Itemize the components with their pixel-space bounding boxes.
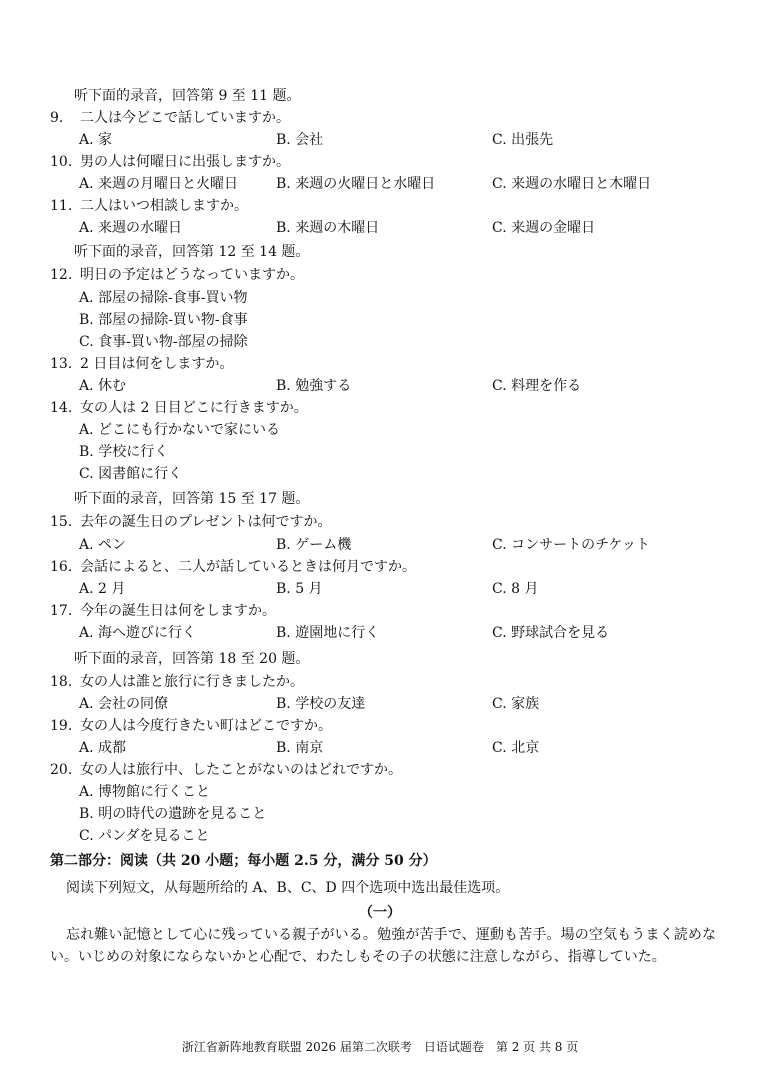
question-text: 明日の予定はどうなっていますか。 <box>80 267 304 283</box>
question-text: 二人は今どこで話していますか。 <box>80 110 290 126</box>
question-18 <box>50 672 304 692</box>
option-c: C. コンサートのチケット <box>492 537 650 553</box>
option-c: C. 料理を作る <box>492 378 582 394</box>
option-c: C. 食事-買い物-部屋の掃除 <box>79 334 248 350</box>
option-b: B. 5 月 <box>276 581 323 597</box>
option-a: A. どこにも行かないで家にいる <box>79 422 281 438</box>
options-row <box>0 174 760 194</box>
option-c: C. 野球試合を見る <box>492 625 610 641</box>
options-row <box>0 376 760 396</box>
question-text: 去年の誕生日のプレゼントは何ですか。 <box>80 514 332 530</box>
option-a: A. 部屋の掃除-食事-買い物 <box>79 290 248 306</box>
question-9 <box>50 108 290 128</box>
question-14 <box>50 398 308 418</box>
question-text: 会話によると、二人が話しているときは何月ですか。 <box>80 559 416 575</box>
question-number: 10. <box>50 154 73 170</box>
option-b: B. 学校の友達 <box>276 696 366 712</box>
options-row <box>0 738 760 758</box>
option-b: B. 来週の木曜日 <box>276 220 380 236</box>
question-number: 15. <box>50 514 73 530</box>
question-text: 2 日目は何をしますか。 <box>80 356 234 372</box>
option-b: B. 学校に行く <box>79 444 169 460</box>
option-c: C. 図書館に行く <box>79 466 183 482</box>
question-number: 20. <box>50 762 73 778</box>
listening-instruction: 听下面的录音，回答第 9 至 11 题。 <box>74 88 301 104</box>
question-19 <box>50 716 332 736</box>
question-11 <box>50 196 248 216</box>
option-a: A. ペン <box>79 537 127 553</box>
options-row <box>0 694 760 714</box>
option-c: C. 出張先 <box>492 132 554 148</box>
option-b: B. 勉強する <box>276 378 352 394</box>
option-c: C. 来週の水曜日と木曜日 <box>492 176 652 192</box>
option-b: B. 来週の火曜日と水曜日 <box>276 176 436 192</box>
reading-instruction: 阅读下列短文，从每题所给的 A、B、C、D 四个选项中选出最佳选项。 <box>66 880 510 896</box>
question-text: 女の人は 2 日目どこに行きますか。 <box>80 400 308 416</box>
question-number: 9. <box>50 110 64 126</box>
option-a: A. 博物館に行くこと <box>79 784 211 800</box>
part2-heading: 第二部分：阅读（共 20 小题；每小题 2.5 分，满分 50 分） <box>50 853 437 869</box>
option-a: A. 成都 <box>79 740 127 756</box>
question-number: 19. <box>50 718 73 734</box>
question-10 <box>50 152 290 172</box>
option-c: C. 来週の金曜日 <box>492 220 596 236</box>
question-text: 今年の誕生日は何をしますか。 <box>80 603 276 619</box>
option-b: B. 部屋の掃除-買い物-食事 <box>79 312 248 328</box>
options-row <box>0 623 760 643</box>
listening-instruction: 听下面的录音，回答第 12 至 14 题。 <box>74 244 310 260</box>
option-a: A. 休む <box>79 378 127 394</box>
options-row <box>0 535 760 555</box>
options-row <box>0 130 760 150</box>
option-b: B. ゲーム機 <box>276 537 352 553</box>
options-row <box>0 579 760 599</box>
option-a: A. 来週の水曜日 <box>79 220 183 236</box>
question-number: 11. <box>50 198 73 214</box>
question-number: 16. <box>50 559 73 575</box>
question-number: 12. <box>50 267 73 283</box>
options-row <box>0 218 760 238</box>
question-text: 女の人は今度行きたい町はどこですか。 <box>80 718 332 734</box>
question-text: 二人はいつ相談しますか。 <box>80 198 248 214</box>
option-c: C. 家族 <box>492 696 540 712</box>
question-12 <box>50 265 304 285</box>
listening-instruction: 听下面的录音，回答第 18 至 20 题。 <box>74 651 310 667</box>
option-a: A. 海へ遊びに行く <box>79 625 197 641</box>
option-c: C. 北京 <box>492 740 540 756</box>
question-15 <box>50 512 331 532</box>
option-b: B. 南京 <box>276 740 324 756</box>
option-b: B. 明の時代の遺跡を見ること <box>79 806 267 822</box>
reading-passage: 忘れ難い記憶として心に残っている親子がいる。勉強が苦手で、運動も苦手。場の空気もうまく読めない。いじめの対象にならないかと心配で、わたしもその子の状態に注意しながら、指導していた。 <box>50 927 716 965</box>
question-13 <box>50 354 233 374</box>
question-number: 18. <box>50 674 73 690</box>
question-text: 男の人は何曜日に出張しますか。 <box>80 154 290 170</box>
question-text: 女の人は旅行中、したことがないのはどれですか。 <box>80 762 402 778</box>
question-17 <box>50 601 276 621</box>
question-20 <box>50 760 402 780</box>
question-number: 13. <box>50 356 73 372</box>
option-c: C. パンダを見ること <box>79 828 210 844</box>
option-c: C. 8 月 <box>492 581 539 597</box>
page-footer: 浙江省新阵地教育联盟 2026 届第二次联考 日语试题卷 第 2 页 共 8 页 <box>181 1040 579 1054</box>
question-number: 14. <box>50 400 73 416</box>
option-a: A. 来週の月曜日と火曜日 <box>79 176 239 192</box>
option-a: A. 会社の同僚 <box>79 696 169 712</box>
option-a: A. 2 月 <box>79 581 126 597</box>
question-number: 17. <box>50 603 73 619</box>
option-b: B. 遊園地に行く <box>276 625 380 641</box>
question-16 <box>50 557 416 577</box>
option-a: A. 家 <box>79 132 113 148</box>
section-number: （一） <box>359 905 401 921</box>
question-text: 女の人は誰と旅行に行きましたか。 <box>80 674 304 690</box>
listening-instruction: 听下面的录音，回答第 15 至 17 题。 <box>74 491 310 507</box>
option-b: B. 会社 <box>276 132 324 148</box>
